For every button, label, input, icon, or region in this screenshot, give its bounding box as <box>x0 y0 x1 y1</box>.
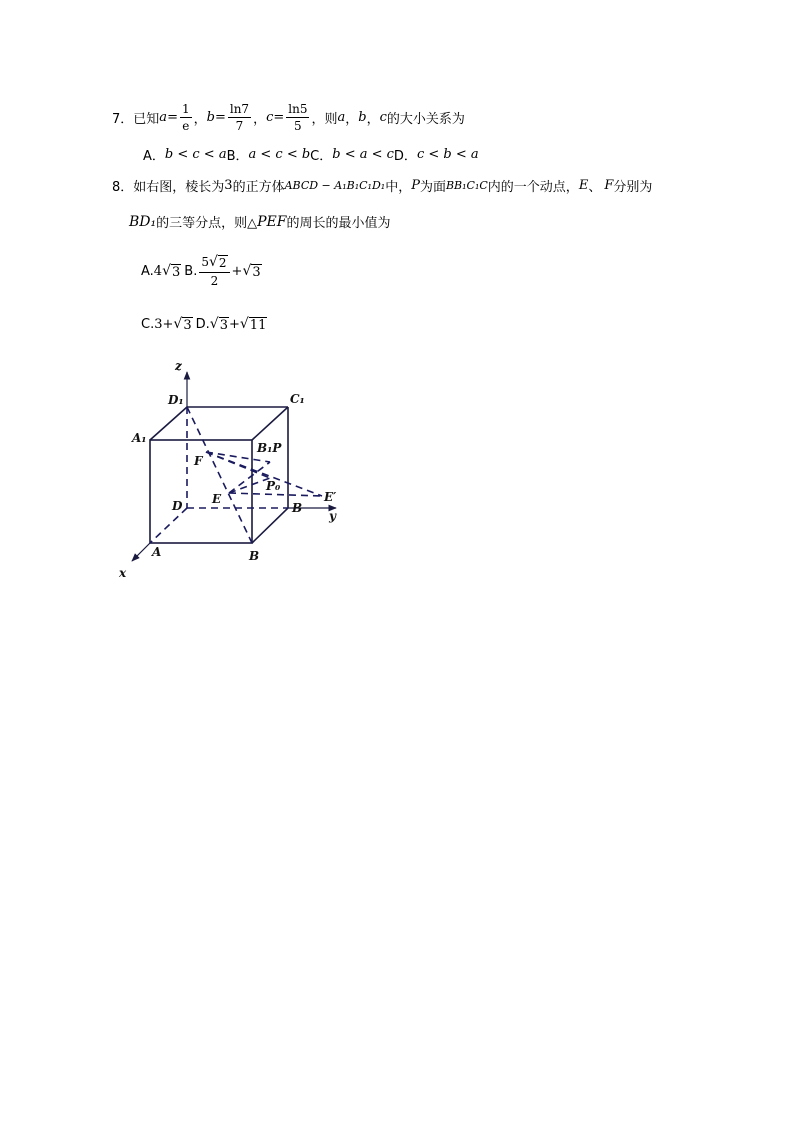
q7-option-c-label: C． <box>310 149 333 164</box>
q7-option-d-expr: c < b < a <box>416 147 479 162</box>
q8-option-b-label: B. <box>184 263 198 279</box>
diagonal-bd1 <box>187 407 252 543</box>
q7-option-d-label: D． <box>393 149 417 164</box>
label-e: E <box>212 492 222 506</box>
label-y: y <box>329 509 336 523</box>
line-e-p <box>229 462 270 493</box>
q8-option-c-sqrt: √ 3 <box>173 316 192 333</box>
line-e-eprime <box>229 493 322 496</box>
label-b: B <box>249 549 260 563</box>
q8-option-d-label: D. <box>195 317 210 332</box>
label-z: z <box>175 359 182 373</box>
q8-options-ab: A. 4 √ 3 B. 5 √ 2 2 + √ 3 <box>141 254 261 288</box>
label-c1: C₁ <box>290 392 305 406</box>
label-d: D <box>172 499 183 513</box>
edge-c1-b1 <box>252 407 288 440</box>
q7-number: 7． <box>112 112 134 127</box>
label-p0: P₀ <box>266 479 281 493</box>
x-axis <box>132 543 150 561</box>
q7-var-b: b <box>206 110 215 125</box>
q8-options-cd: C. 3 + √ 3 D. √ 3 + √ 11 <box>141 316 267 333</box>
q7-var-a: a <box>159 110 168 125</box>
q8-option-b-frac: 5 √ 2 2 <box>199 254 229 288</box>
q7-tail: 的大小关系为 <box>386 112 465 127</box>
q7-stem: 7． 已知 a = $\frac{1}{e}$ ， b = $\frac{\ln 7}{7}$ ， c = $\frac{\ln 5}{5}$ ，则 a ， b ， c 的大小关系为 <box>112 102 465 133</box>
label-x: x <box>119 566 127 580</box>
q7-frac-c: $\frac{\ln 5}{5}$ <box>288 102 308 133</box>
q8-option-d-sqrt-1: √ 3 <box>209 316 228 333</box>
label-b-right: B <box>292 501 303 515</box>
q7-option-a-label: A． <box>143 149 165 164</box>
q8-stem-line2: BD₁ 的三等分点，则△ PEF 的周长的最小值为 <box>129 213 391 231</box>
q7-var-c: c <box>266 110 274 125</box>
q7-options <box>143 145 479 164</box>
edge-a1-d1 <box>150 407 187 440</box>
line-e-p0 <box>229 478 270 493</box>
label-a: A <box>152 545 162 559</box>
q8-face-name: BB₁C₁C <box>445 179 488 192</box>
edge-c-b <box>252 508 288 543</box>
label-eprime: E′ <box>324 490 337 504</box>
q7-option-b-label: B． <box>226 149 249 164</box>
label-d1: D₁ <box>168 393 184 407</box>
q7-frac-a: $\frac{1}{e}$ <box>181 102 190 133</box>
cube-front-face <box>150 440 252 543</box>
label-b1p: B₁P <box>257 441 282 455</box>
q7-frac-b: $\frac{\ln 7}{7}$ <box>229 102 250 133</box>
q8-option-c-label: C. <box>141 317 155 332</box>
q8-option-b-sqrt: √ 3 <box>242 262 261 280</box>
line-f-eprime <box>206 452 322 496</box>
q7-lead: 已知 <box>133 112 160 127</box>
hidden-edge-d-a <box>150 508 187 543</box>
label-f: F <box>194 454 203 468</box>
q8-option-d-sqrt-2: √ 11 <box>239 316 267 333</box>
line-f-p <box>206 452 270 462</box>
q8-number: 8． <box>112 180 134 195</box>
q8-triangle-pef: PEF <box>257 213 287 230</box>
q7-option-c-expr: b < a < c <box>332 147 394 162</box>
q8-option-a-label: A. <box>141 263 154 279</box>
q7-option-b-expr: a < c < b <box>248 147 311 162</box>
line-f-p0 <box>206 452 270 478</box>
q7-option-a-expr: b < c < a <box>164 147 227 162</box>
q8-stem-line1: 8． 如右图，棱长为 3 的正方体 ABCD − A₁B₁C₁D₁ 中， P 为面 BB₁C₁C 内的一个动点， E 、 F 分别为 <box>112 178 653 195</box>
q8-cube-name: ABCD − A₁B₁C₁D₁ <box>284 179 386 192</box>
q8-segment-bd1: BD₁ <box>129 213 157 230</box>
label-a1: A₁ <box>132 431 147 445</box>
q8-option-a-sqrt: √ 3 <box>162 262 181 280</box>
